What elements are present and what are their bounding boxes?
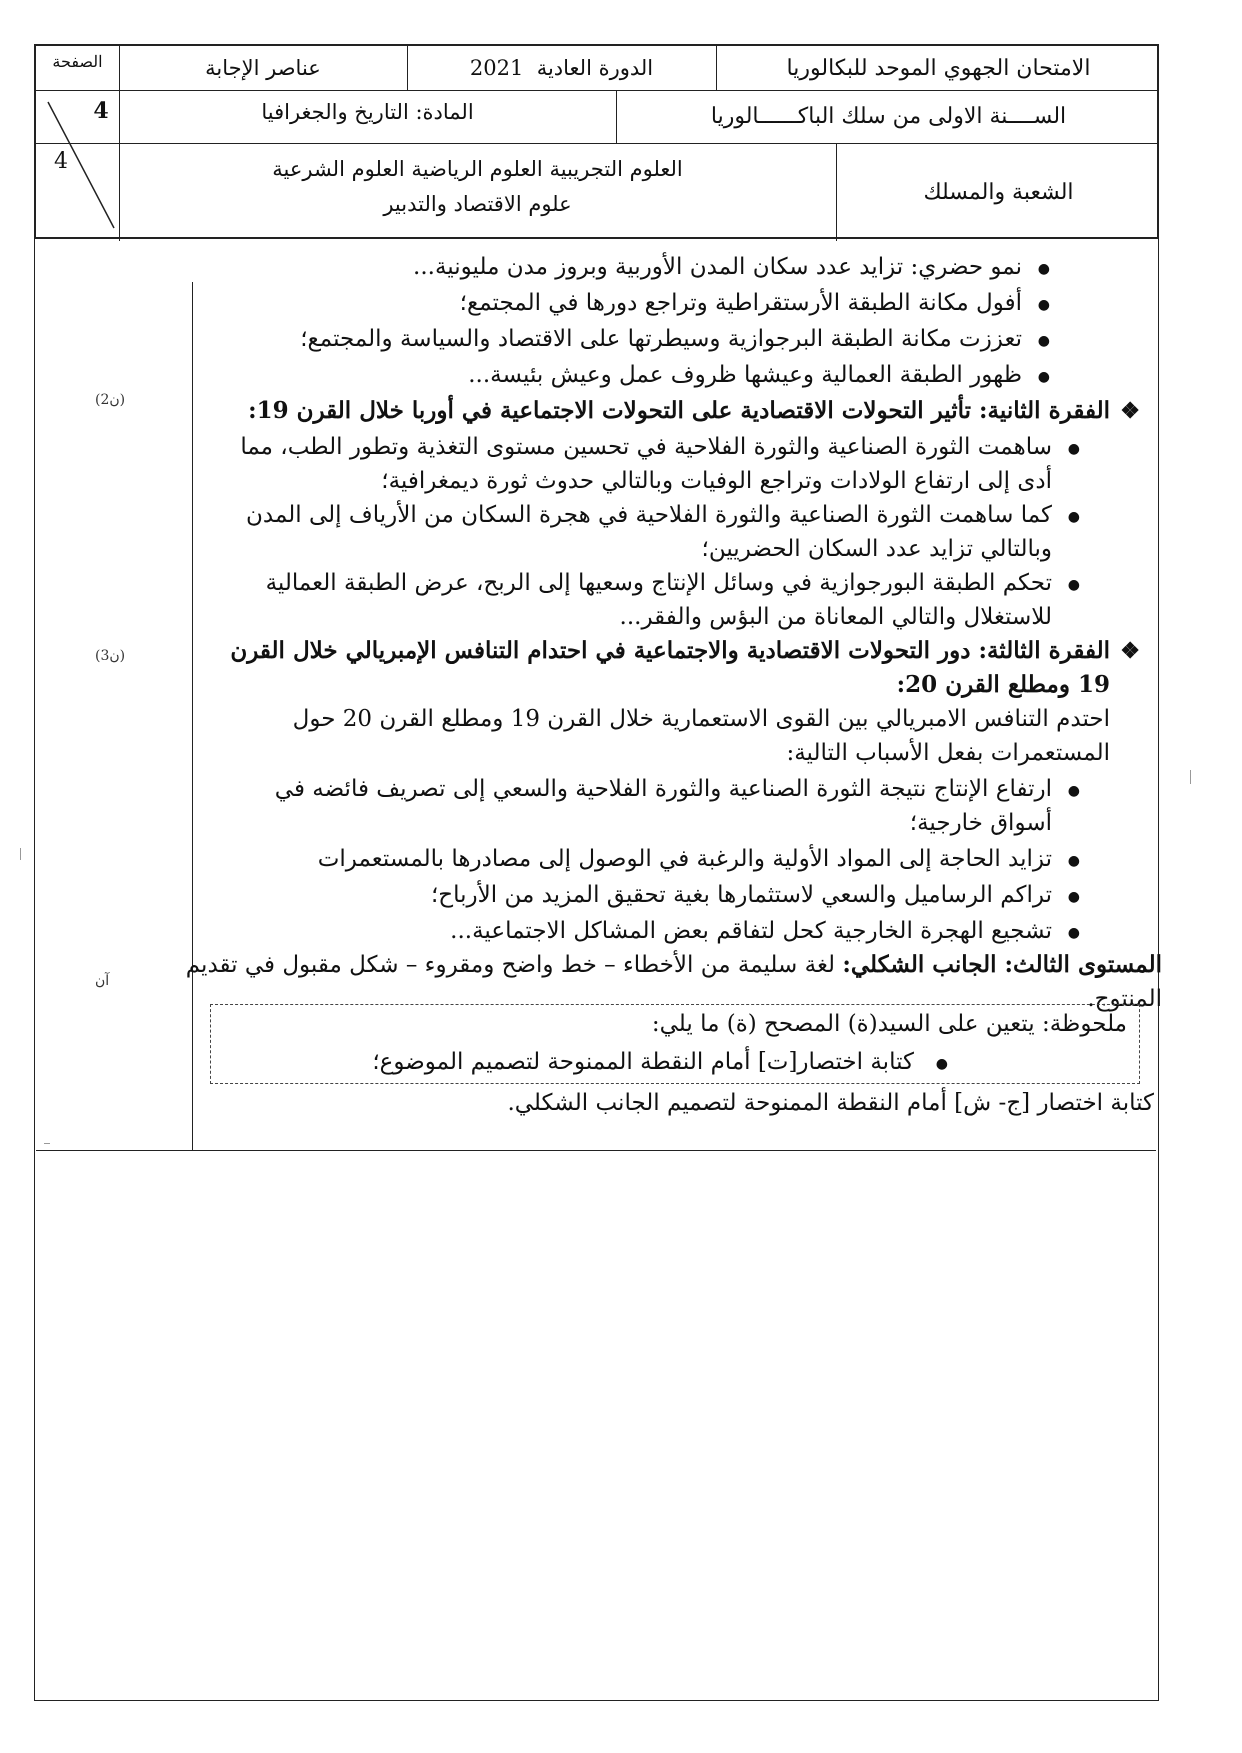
subject: المادة: التاريخ والجغرافيا xyxy=(261,100,474,124)
level-3-text-cont: المنتوج. xyxy=(1087,986,1162,1012)
header-table xyxy=(34,44,1159,239)
streams-line2: علوم الاقتصاد والتدبير xyxy=(383,192,572,216)
list-item: ● تشجيع الهجرة الخارجية كحل لتفاقم بعض المشاكل الاجتماعية... xyxy=(450,918,1080,944)
note-title: ملحوظة: يتعين على السيد(ة) المصحح (ة) ما يلي: xyxy=(651,1011,1127,1037)
list-item: ● ساهمت الثورة الصناعية والثورة الفلاحية في تحسين مستوى التغذية وتطور الطب، مما xyxy=(240,434,1080,460)
list-item: ● تحكم الطبقة البورجوازية في وسائل الإنتاج وسعيها إلى الربح، عرض الطبقة العمالية xyxy=(265,570,1080,596)
score-level-3: آن xyxy=(95,973,110,989)
content-bottom-rule xyxy=(36,1150,1156,1151)
note-item-2: كتابة اختصار [ج- ش] أمام النقطة الممنوحة لتصميم الجانب الشكلي. xyxy=(507,1090,1154,1116)
session-year: 2021 xyxy=(469,56,524,80)
scan-tick xyxy=(1190,770,1191,784)
list-item: ● تراكم الرساميل والسعي لاستثمارها بغية تحقيق المزيد من الأرباح؛ xyxy=(430,882,1080,908)
paragraph-3-intro-cont: المستعمرات بفعل الأسباب التالية: xyxy=(786,740,1110,766)
list-item: ● تعززت مكانة الطبقة البرجوازية وسيطرتها على الاقتصاد والسياسة والمجتمع؛ xyxy=(300,326,1050,352)
level-3-title: المستوى الثالث: الجانب الشكلي: xyxy=(842,951,1162,978)
note-item-1: ● كتابة اختصار[ت] أمام النقطة الممنوحة لتصميم الموضوع؛ xyxy=(372,1049,948,1075)
paragraph-3-intro: احتدم التنافس الامبريالي بين القوى الاستعمارية خلال القرن 19 ومطلع القرن 20 حول xyxy=(292,706,1110,732)
streams-line1: العلوم التجريبية العلوم الرياضية العلوم الشرعية xyxy=(272,157,683,181)
page-total: 4 xyxy=(54,148,68,174)
list-item: ● أفول مكانة الطبقة الأرستقراطية وتراجع دورها في المجتمع؛ xyxy=(459,290,1050,316)
paragraph-3-title-cont: 19 ومطلع القرن 20: xyxy=(896,671,1110,698)
level-3-line xyxy=(185,946,1162,984)
list-item: ● تزايد الحاجة إلى المواد الأولية والرغبة في الوصول إلى مصادرها بالمستعمرات xyxy=(317,846,1080,872)
note-box xyxy=(210,1004,1140,1084)
list-item-continuation: أسواق خارجية؛ xyxy=(909,810,1052,836)
page-number: 4 xyxy=(93,98,109,124)
list-item: ● ارتفاع الإنتاج نتيجة الثورة الصناعية والثورة الفلاحية والسعي إلى تصريف فائضه في xyxy=(274,776,1080,802)
exam-title: الامتحان الجهوي الموحد للبكالوريا xyxy=(786,55,1091,81)
score-paragraph-3: (ن3) xyxy=(95,648,126,664)
list-item-continuation: أدى إلى ارتفاع الولادات وتراجع الوفيات وبالتالي حدوث ثورة ديمغرافية؛ xyxy=(381,468,1052,494)
session-label xyxy=(407,46,716,90)
list-item-continuation: وبالتالي تزايد عدد السكان الحضريين؛ xyxy=(701,536,1052,562)
session-name: الدورة العادية xyxy=(536,56,654,80)
stream-label: الشعبة والمسلك xyxy=(923,179,1074,205)
answer-elements-label: عناصر الإجابة xyxy=(205,56,321,80)
margin-rule xyxy=(192,282,193,1150)
list-item: ● ظهور الطبقة العمالية وعيشها ظروف عمل وعيش بئيسة... xyxy=(468,362,1050,388)
page-label: الصفحة xyxy=(52,51,103,71)
list-item-continuation: للاستغلال والتالي المعاناة من البؤس والفقر... xyxy=(619,604,1052,630)
paragraph-3-title: ❖ الفقرة الثالثة: دور التحولات الاقتصادية والاجتماعية في احتدام التنافس الإمبريالي خلال القرن xyxy=(230,637,1140,664)
paragraph-2-title: ❖ الفقرة الثانية: تأثير التحولات الاقتصادية على التحولات الاجتماعية في أوربا خلال القرن 19: xyxy=(248,397,1140,424)
score-paragraph-2: (ن2) xyxy=(95,392,126,408)
scan-tick xyxy=(20,848,21,860)
level: الســــنة الاولى من سلك الباكــــــالوريا xyxy=(710,104,1067,129)
level-3-text: لغة سليمة من الأخطاء – خط واضح ومقروء – شكل مقبول في تقديم xyxy=(185,952,836,978)
scan-tick xyxy=(44,1143,50,1144)
list-item: ● كما ساهمت الثورة الصناعية والثورة الفلاحية في هجرة السكان من الأرياف إلى المدن xyxy=(246,502,1080,528)
list-item: ● نمو حضري: تزايد عدد سكان المدن الأوربية وبروز مدن مليونية... xyxy=(413,254,1050,280)
